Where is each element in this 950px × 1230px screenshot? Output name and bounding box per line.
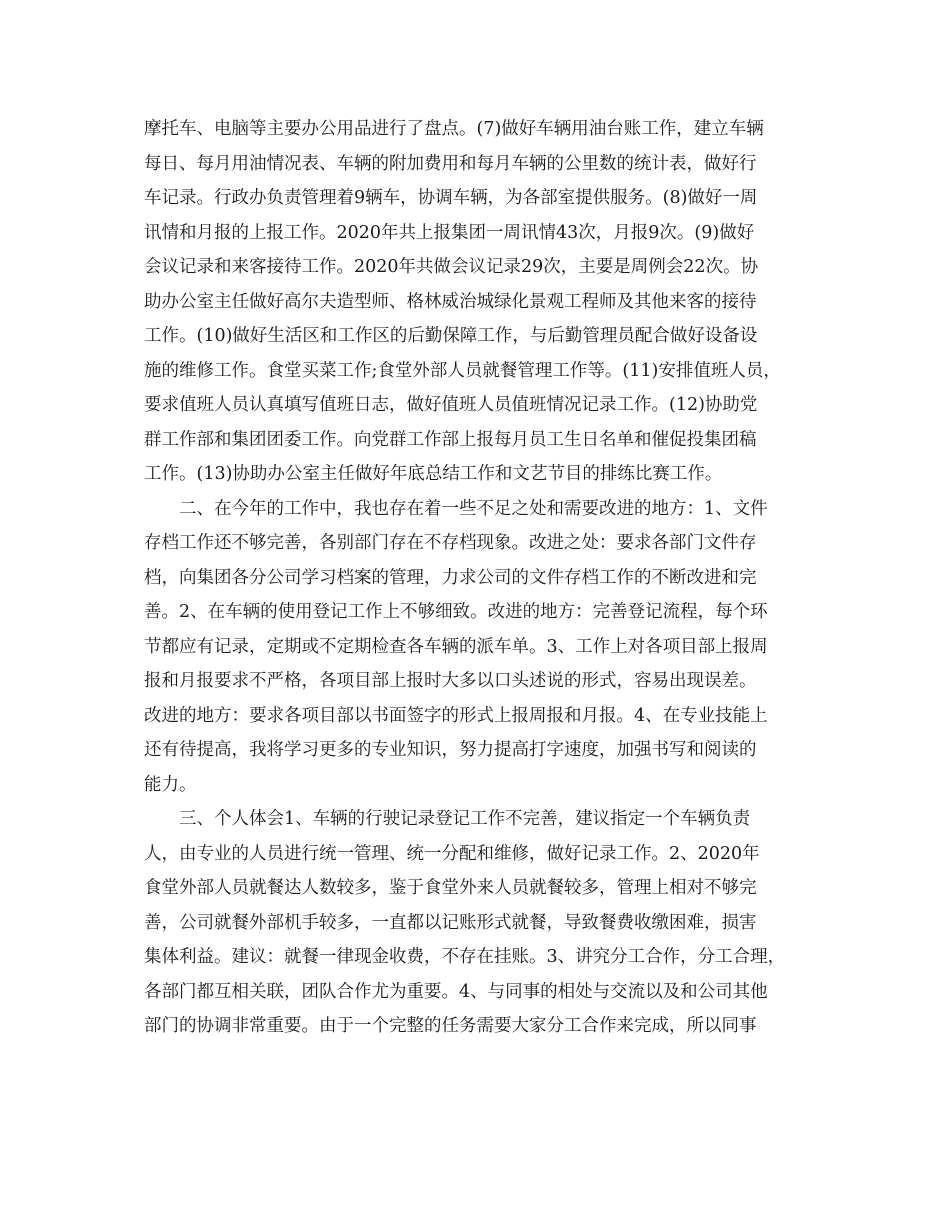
text-line: 讯情和月报的上报工作。2020年共上报集团一周讯情43次，月报9次。(9)做好 (144, 222, 755, 243)
paragraph-2-start: 二、在今年的工作中，我也存在着一些不足之处和需要改进的地方：1、文件 (179, 498, 768, 519)
text-line: 善。2、在车辆的使用登记工作上不够细致。改进的地方：完善登记流程，每个环 (144, 602, 768, 622)
text-line: 档，向集团各分公司学习档案的管理，力求公司的文件存档工作的不断改进和完 (144, 567, 757, 588)
text-line: 集体利益。建议：就餐一律现金收费，不存在挂账。3、讲究分工合作，分工合理， (144, 947, 786, 967)
text-line: 要求值班人员认真填写值班日志，做好值班人员值班情况记录工作。(12)协助党 (144, 395, 758, 415)
text-line: 部门的协调非常重要。由于一个完整的任务需要大家分工合作来完成，所以同事 (144, 1016, 757, 1036)
text-line: 车记录。行政办负责管理着9辆车，协调车辆，为各部室提供服务。(8)做好一周 (144, 188, 758, 208)
text-line: 每日、每月用油情况表、车辆的附加费用和每月车辆的公里数的统计表，做好行 (144, 153, 757, 174)
text-line: 会议记录和来客接待工作。2020年共做会议记录29次，主要是周例会22次。协 (144, 257, 759, 277)
text-line: 工作。(13)协助办公室主任做好年底总结工作和文艺节目的排练比赛工作。 (144, 464, 723, 484)
text-line: 食堂外部人员就餐达人数较多，鉴于食堂外来人员就餐较多，管理上相对不够完 (144, 878, 757, 898)
text-line: 还有待提高，我将学习更多的专业知识，努力提高打字速度，加强书写和阅读的 (144, 740, 757, 760)
text-line: 人，由专业的人员进行统一管理、统一分配和维修，做好记录工作。2、2020年 (144, 843, 760, 864)
text-line: 工作。(10)做好生活区和工作区的后勤保障工作，与后勤管理员配合做好设备设 (144, 326, 758, 346)
text-line: 节都应有记录，定期或不定期检查各车辆的派车单。3、工作上对各项目部上报周 (144, 636, 768, 657)
text-line: 各部门都互相关联，团队合作尤为重要。4、与同事的相处与交流以及和公司其他 (144, 981, 768, 1002)
text-line: 存档工作还不够完善，各别部门存在不存档现象。改进之处：要求各部门文件存 (144, 533, 757, 553)
text-line: 施的维修工作。食堂买菜工作;食堂外部人员就餐管理工作等。(11)安排值班人员， (144, 360, 781, 381)
text-line: 摩托车、电脑等主要办公用品进行了盘点。(7)做好车辆用油台账工作，建立车辆 (144, 119, 764, 139)
paragraph-3-start: 三、个人体会1、车辆的行驶记录登记工作不完善，建议指定一个车辆负责 (179, 809, 751, 829)
text-line: 改进的地方：要求各项目部以书面签字的形式上报周报和月报。4、在专业技能上 (144, 705, 768, 726)
text-line: 助办公室主任做好高尔夫造型师、格林威治城绿化景观工程师及其他来客的接待 (144, 291, 757, 312)
text-line: 报和月报要求不严格，各项目部上报时大多以口头述说的形式，容易出现误差。 (144, 671, 757, 691)
text-line: 群工作部和集团团委工作。向党群工作部上报每月员工生日名单和催促投集团稿 (144, 429, 757, 450)
text-line: 善，公司就餐外部机手较多，一直都以记账形式就餐，导致餐费收缴困难，损害 (144, 912, 757, 933)
document-body (144, 112, 814, 1044)
text-line: 能力。 (144, 774, 197, 795)
